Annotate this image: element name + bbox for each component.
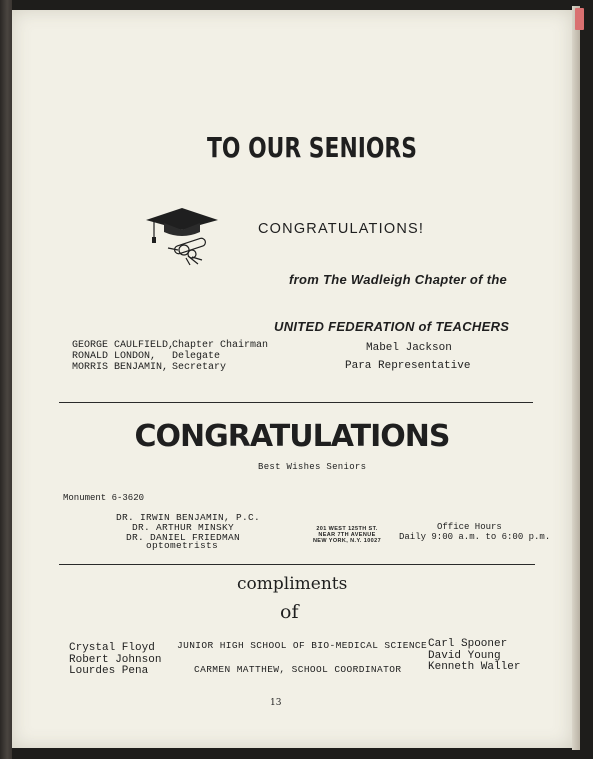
officer-name: RONALD LONDON, xyxy=(72,351,157,362)
para-rep-name: Mabel Jackson xyxy=(366,342,452,354)
right-names xyxy=(428,639,520,674)
compliments-heading: compliments xyxy=(237,574,348,594)
graduation-cap-diploma-icon xyxy=(144,204,220,266)
union-name: UNITED FEDERATION of TEACHERS xyxy=(274,319,510,334)
office-hours: Daily 9:00 a.m. to 6:00 p.m. xyxy=(399,532,551,542)
officer-role: Delegate xyxy=(172,351,221,362)
left-names xyxy=(69,643,161,678)
ad-congratulations-title: CONGRATULATIONS xyxy=(134,419,450,454)
sponsor-name: Robert Johnson xyxy=(69,653,162,666)
officer-role: Secretary xyxy=(172,362,227,373)
divider-bottom xyxy=(59,564,535,565)
school-name: JUNIOR HIGH SCHOOL OF BIO-MEDICAL SCIENCE xyxy=(177,640,428,651)
officer-name: MORRIS BENJAMIN, xyxy=(72,362,169,373)
address-line: NEAR 7TH AVENUE xyxy=(318,532,376,538)
ad-phone: Monument 6-3620 xyxy=(63,493,145,503)
para-rep-title: Para Representative xyxy=(345,360,471,372)
sponsor-name: Lourdes Pena xyxy=(69,665,149,677)
sponsor-name: David Young xyxy=(428,649,501,662)
doctor-profession: optometrists xyxy=(146,540,219,551)
doctor-name: DR. ARTHUR MINSKY xyxy=(132,522,235,533)
address-line: NEW YORK, N.Y. 10027 xyxy=(312,538,382,544)
office-hours-label: Office Hours xyxy=(437,522,502,532)
divider-top xyxy=(59,402,533,403)
officer-name: GEORGE CAULFIELD, xyxy=(72,340,175,351)
from-chapter-line: from The Wadleigh Chapter of the xyxy=(289,272,508,287)
officer-role: Chapter Chairman xyxy=(172,340,269,351)
school-coordinator: CARMEN MATTHEW, SCHOOL COORDINATOR xyxy=(194,664,402,675)
bookmark-tab xyxy=(575,8,584,30)
doctor-name: DR. IRWIN BENJAMIN, P.C. xyxy=(116,512,261,523)
ad-subtitle: Best Wishes Seniors xyxy=(258,462,367,472)
page-number: 13 xyxy=(270,698,282,708)
page-headline: TO OUR SENIORS xyxy=(207,131,417,164)
congratulations-greeting: CONGRATULATIONS! xyxy=(258,221,425,237)
compliments-of: of xyxy=(280,601,299,623)
sponsor-name: Carl Spooner xyxy=(428,638,508,650)
ad-address xyxy=(302,526,392,544)
book-binding xyxy=(0,0,12,759)
doctor-name: DR. DANIEL FRIEDMAN xyxy=(126,532,241,543)
sponsor-name: Crystal Floyd xyxy=(69,642,155,654)
yearbook-page xyxy=(12,10,572,748)
address-line: 201 WEST 125TH ST. xyxy=(316,526,378,532)
officer-roles xyxy=(172,340,268,373)
sponsor-name: Kenneth Waller xyxy=(428,661,521,673)
page-edge xyxy=(572,6,580,750)
officer-names xyxy=(72,340,174,373)
